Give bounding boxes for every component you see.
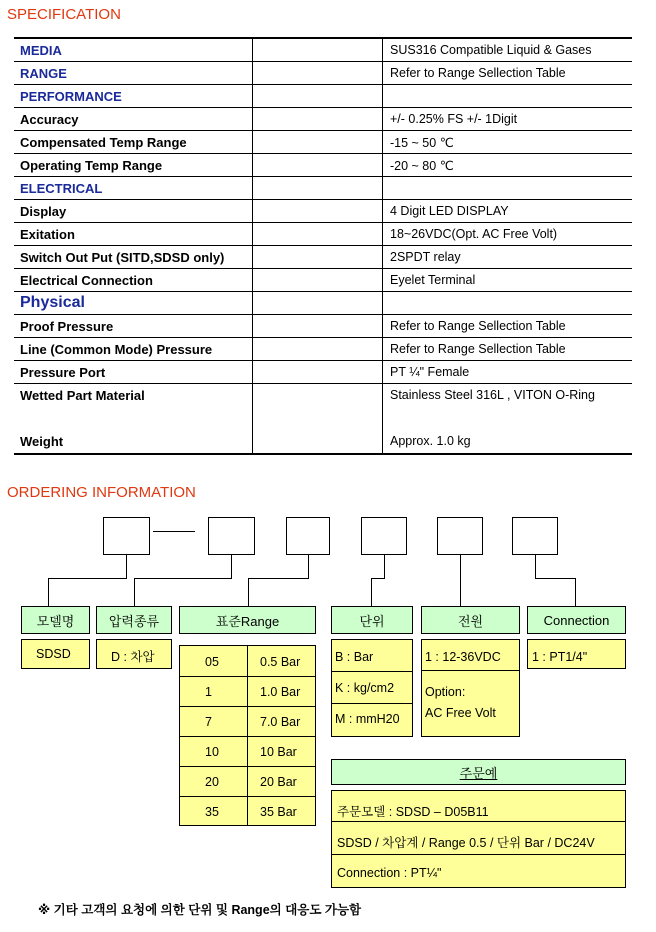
power-main: 1 : 12-36VDC xyxy=(425,650,501,664)
connector-line xyxy=(384,555,385,578)
header-pressure-type: 압력종류 xyxy=(96,606,172,634)
header-range: 표준Range xyxy=(179,606,316,634)
spec-label: MEDIA xyxy=(20,43,62,58)
code-box-type-range xyxy=(208,517,255,555)
spec-value: 2SPDT relay xyxy=(390,250,461,264)
spec-label: Exitation xyxy=(20,227,75,242)
connector-line xyxy=(231,555,232,578)
order-example-line: Connection : PT¼" xyxy=(337,866,442,880)
model-value: SDSD xyxy=(36,647,71,661)
spec-label: Proof Pressure xyxy=(20,319,114,334)
code-box-power xyxy=(437,517,483,555)
spec-label: Physical xyxy=(20,294,85,311)
unit-option: B : Bar xyxy=(335,650,374,664)
connector-line xyxy=(575,578,576,606)
ordering-title: ORDERING INFORMATION xyxy=(7,484,196,501)
pressure-type-value-box xyxy=(96,639,172,669)
spec-value: PT ¼" Female xyxy=(390,365,470,379)
connector-line xyxy=(48,578,49,606)
spec-row xyxy=(14,361,632,384)
code-box-unit xyxy=(361,517,407,555)
spec-row xyxy=(14,292,632,315)
spec-label: Wetted Part Material xyxy=(20,388,145,403)
spec-row xyxy=(14,177,632,200)
range-value: 1.0 Bar xyxy=(260,685,301,699)
spec-row xyxy=(14,62,632,85)
connector-line xyxy=(248,578,309,579)
code-box-model xyxy=(103,517,150,555)
range-code: 10 xyxy=(205,745,219,759)
range-value: 7.0 Bar xyxy=(260,715,301,729)
spec-row xyxy=(14,131,632,154)
header-unit: 단위 xyxy=(331,606,413,634)
range-value: 35 Bar xyxy=(260,805,297,819)
spec-value: Refer to Range Sellection Table xyxy=(390,66,566,80)
range-value: 0.5 Bar xyxy=(260,655,301,669)
range-code: 7 xyxy=(205,715,212,729)
connector-line xyxy=(371,578,385,579)
spec-row xyxy=(14,338,632,361)
connector-line xyxy=(460,555,461,606)
spec-label: Weight xyxy=(20,434,64,449)
order-example-line: SDSD / 차압계 / Range 0.5 / 단위 Bar / DC24V xyxy=(337,836,595,850)
spec-label: Compensated Temp Range xyxy=(20,135,187,150)
spec-row xyxy=(14,430,632,453)
range-table xyxy=(179,645,316,826)
spec-label: RANGE xyxy=(20,66,67,81)
spec-value: +/- 0.25% FS +/- 1Digit xyxy=(390,112,518,126)
connector-line xyxy=(48,578,127,579)
connection-value-box xyxy=(527,639,626,669)
spec-row xyxy=(14,200,632,223)
code-box-range xyxy=(286,517,330,555)
connector-line xyxy=(126,555,127,578)
spec-value: -20 ~ 80 ℃ xyxy=(390,159,454,173)
range-code: 20 xyxy=(205,775,219,789)
spec-label: Operating Temp Range xyxy=(20,158,163,173)
spec-row xyxy=(14,315,632,338)
header-connection: Connection xyxy=(527,606,626,634)
spec-value: -15 ~ 50 ℃ xyxy=(390,136,454,150)
unit-option: M : mmH20 xyxy=(335,712,400,726)
range-value: 10 Bar xyxy=(260,745,297,759)
unit-box xyxy=(331,639,413,737)
spec-label: Display xyxy=(20,204,67,219)
spec-label: Pressure Port xyxy=(20,365,106,380)
header-power: 전원 xyxy=(421,606,520,634)
power-option-label: Option: xyxy=(425,685,466,699)
specification-title: SPECIFICATION xyxy=(7,6,121,23)
pressure-type-value: D : 차압 xyxy=(111,650,155,664)
spec-label: Switch Out Put (SITD,SDSD only) xyxy=(20,250,225,265)
connector-line xyxy=(371,578,372,606)
spec-row xyxy=(14,384,632,430)
spec-label: Line (Common Mode) Pressure xyxy=(20,342,213,357)
spec-label: PERFORMANCE xyxy=(20,89,122,104)
spec-value: Stainless Steel 316L , VITON O-Ring xyxy=(390,388,595,402)
spec-value: SUS316 Compatible Liquid & Gases xyxy=(390,43,592,57)
spec-label: Accuracy xyxy=(20,112,79,127)
range-code: 05 xyxy=(205,655,219,669)
power-box xyxy=(421,639,520,737)
range-code: 1 xyxy=(205,685,212,699)
spec-value: 4 Digit LED DISPLAY xyxy=(390,204,509,218)
spec-value: Refer to Range Sellection Table xyxy=(390,342,566,356)
connector-line xyxy=(535,578,576,579)
spec-row xyxy=(14,108,632,131)
connector-line xyxy=(308,555,309,578)
spec-row xyxy=(14,39,632,62)
spec-row xyxy=(14,223,632,246)
spec-row xyxy=(14,154,632,177)
model-value-box xyxy=(21,639,90,669)
order-example-box xyxy=(331,790,626,888)
range-code: 35 xyxy=(205,805,219,819)
spec-row xyxy=(14,269,632,292)
spec-value: 18~26VDC(Opt. AC Free Volt) xyxy=(390,227,558,241)
spec-label: ELECTRICAL xyxy=(20,181,103,196)
dash-separator xyxy=(153,531,195,532)
connection-value: 1 : PT1/4" xyxy=(532,650,588,664)
connector-line xyxy=(134,578,232,579)
spec-row xyxy=(14,85,632,108)
spec-table xyxy=(14,37,632,455)
spec-row xyxy=(14,246,632,269)
spec-value: Eyelet Terminal xyxy=(390,273,476,287)
order-example-line: 주문모델 : SDSD – D05B11 xyxy=(337,805,489,819)
connector-line xyxy=(248,578,249,606)
connector-line xyxy=(535,555,536,578)
connector-line xyxy=(134,578,135,606)
range-value: 20 Bar xyxy=(260,775,297,789)
footnote: ※ 기타 고객의 요청에 의한 단위 및 Range의 대응도 가능함 xyxy=(38,903,362,917)
spec-value: Approx. 1.0 kg xyxy=(390,434,471,448)
spec-label: Electrical Connection xyxy=(20,273,153,288)
header-model: 모델명 xyxy=(21,606,90,634)
code-box-connection xyxy=(512,517,558,555)
unit-option: K : kg/cm2 xyxy=(335,681,395,695)
spec-value: Refer to Range Sellection Table xyxy=(390,319,566,333)
power-option-value: AC Free Volt xyxy=(425,706,496,720)
order-example-header: 주문예 xyxy=(331,759,626,785)
